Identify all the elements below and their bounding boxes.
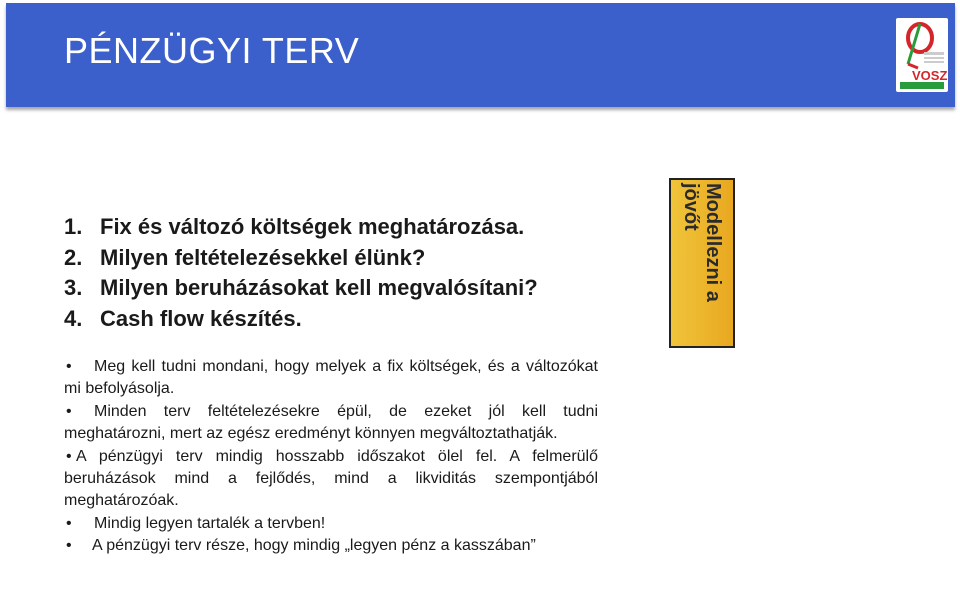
paragraph bbox=[64, 446, 598, 513]
paragraph bbox=[64, 401, 598, 446]
title-banner bbox=[6, 3, 955, 107]
paragraph bbox=[64, 513, 598, 535]
list-item bbox=[64, 243, 538, 274]
bullet-mark: • bbox=[66, 402, 72, 420]
paragraph bbox=[64, 535, 598, 557]
paragraph-text: Mindig legyen tartalék a tervben! bbox=[94, 514, 326, 532]
list-number: 3. bbox=[64, 275, 83, 300]
numbered-list bbox=[64, 212, 538, 334]
paragraph-text: Minden terv feltételezésekre épül, de ezeket jól kell tudni meghatározni, mert az egész eredményt könnyen megváltoztathatják. bbox=[64, 402, 598, 443]
list-item bbox=[64, 273, 538, 304]
bullet-mark: • bbox=[66, 447, 72, 465]
paragraph-text: A pénzügyi terv mindig hosszabb időszakot ölel fel. A felmerülő beruházások mind a fejlődés, mind a likviditás szempontjából meghatározóak. bbox=[64, 447, 598, 510]
list-item bbox=[64, 212, 538, 243]
paragraph-text: A pénzügyi terv része, hogy mindig „legyen pénz a kasszában” bbox=[92, 537, 536, 555]
list-number: 2. bbox=[64, 244, 83, 270]
bullet-mark: • bbox=[66, 358, 72, 375]
page-title: PÉNZÜGYI TERV bbox=[64, 30, 360, 71]
list-text: Cash flow készítés. bbox=[100, 305, 302, 331]
list-number: 4. bbox=[64, 305, 83, 331]
list-number: 1. bbox=[64, 214, 83, 239]
sidebox-label: Modellezni a jövőt bbox=[680, 183, 724, 302]
list-text: Milyen feltételezésekkel élünk? bbox=[100, 244, 426, 270]
paragraph-text: Meg kell tudni mondani, hogy melyek a fix költségek, és a változókat mi befolyásolja. bbox=[64, 358, 598, 398]
list-item bbox=[64, 304, 538, 335]
list-text: Fix és változó költségek meghatározása. bbox=[100, 214, 525, 239]
bullet-mark: • bbox=[66, 514, 72, 532]
bullet-mark: • bbox=[66, 537, 72, 555]
modelling-sidebox bbox=[669, 178, 735, 348]
logo-text: VOSZ bbox=[912, 68, 948, 83]
paragraph bbox=[64, 356, 598, 401]
body-text bbox=[64, 356, 598, 558]
vosz-logo-icon bbox=[896, 18, 948, 92]
list-text: Milyen beruházásokat kell megvalósítani? bbox=[100, 275, 538, 300]
